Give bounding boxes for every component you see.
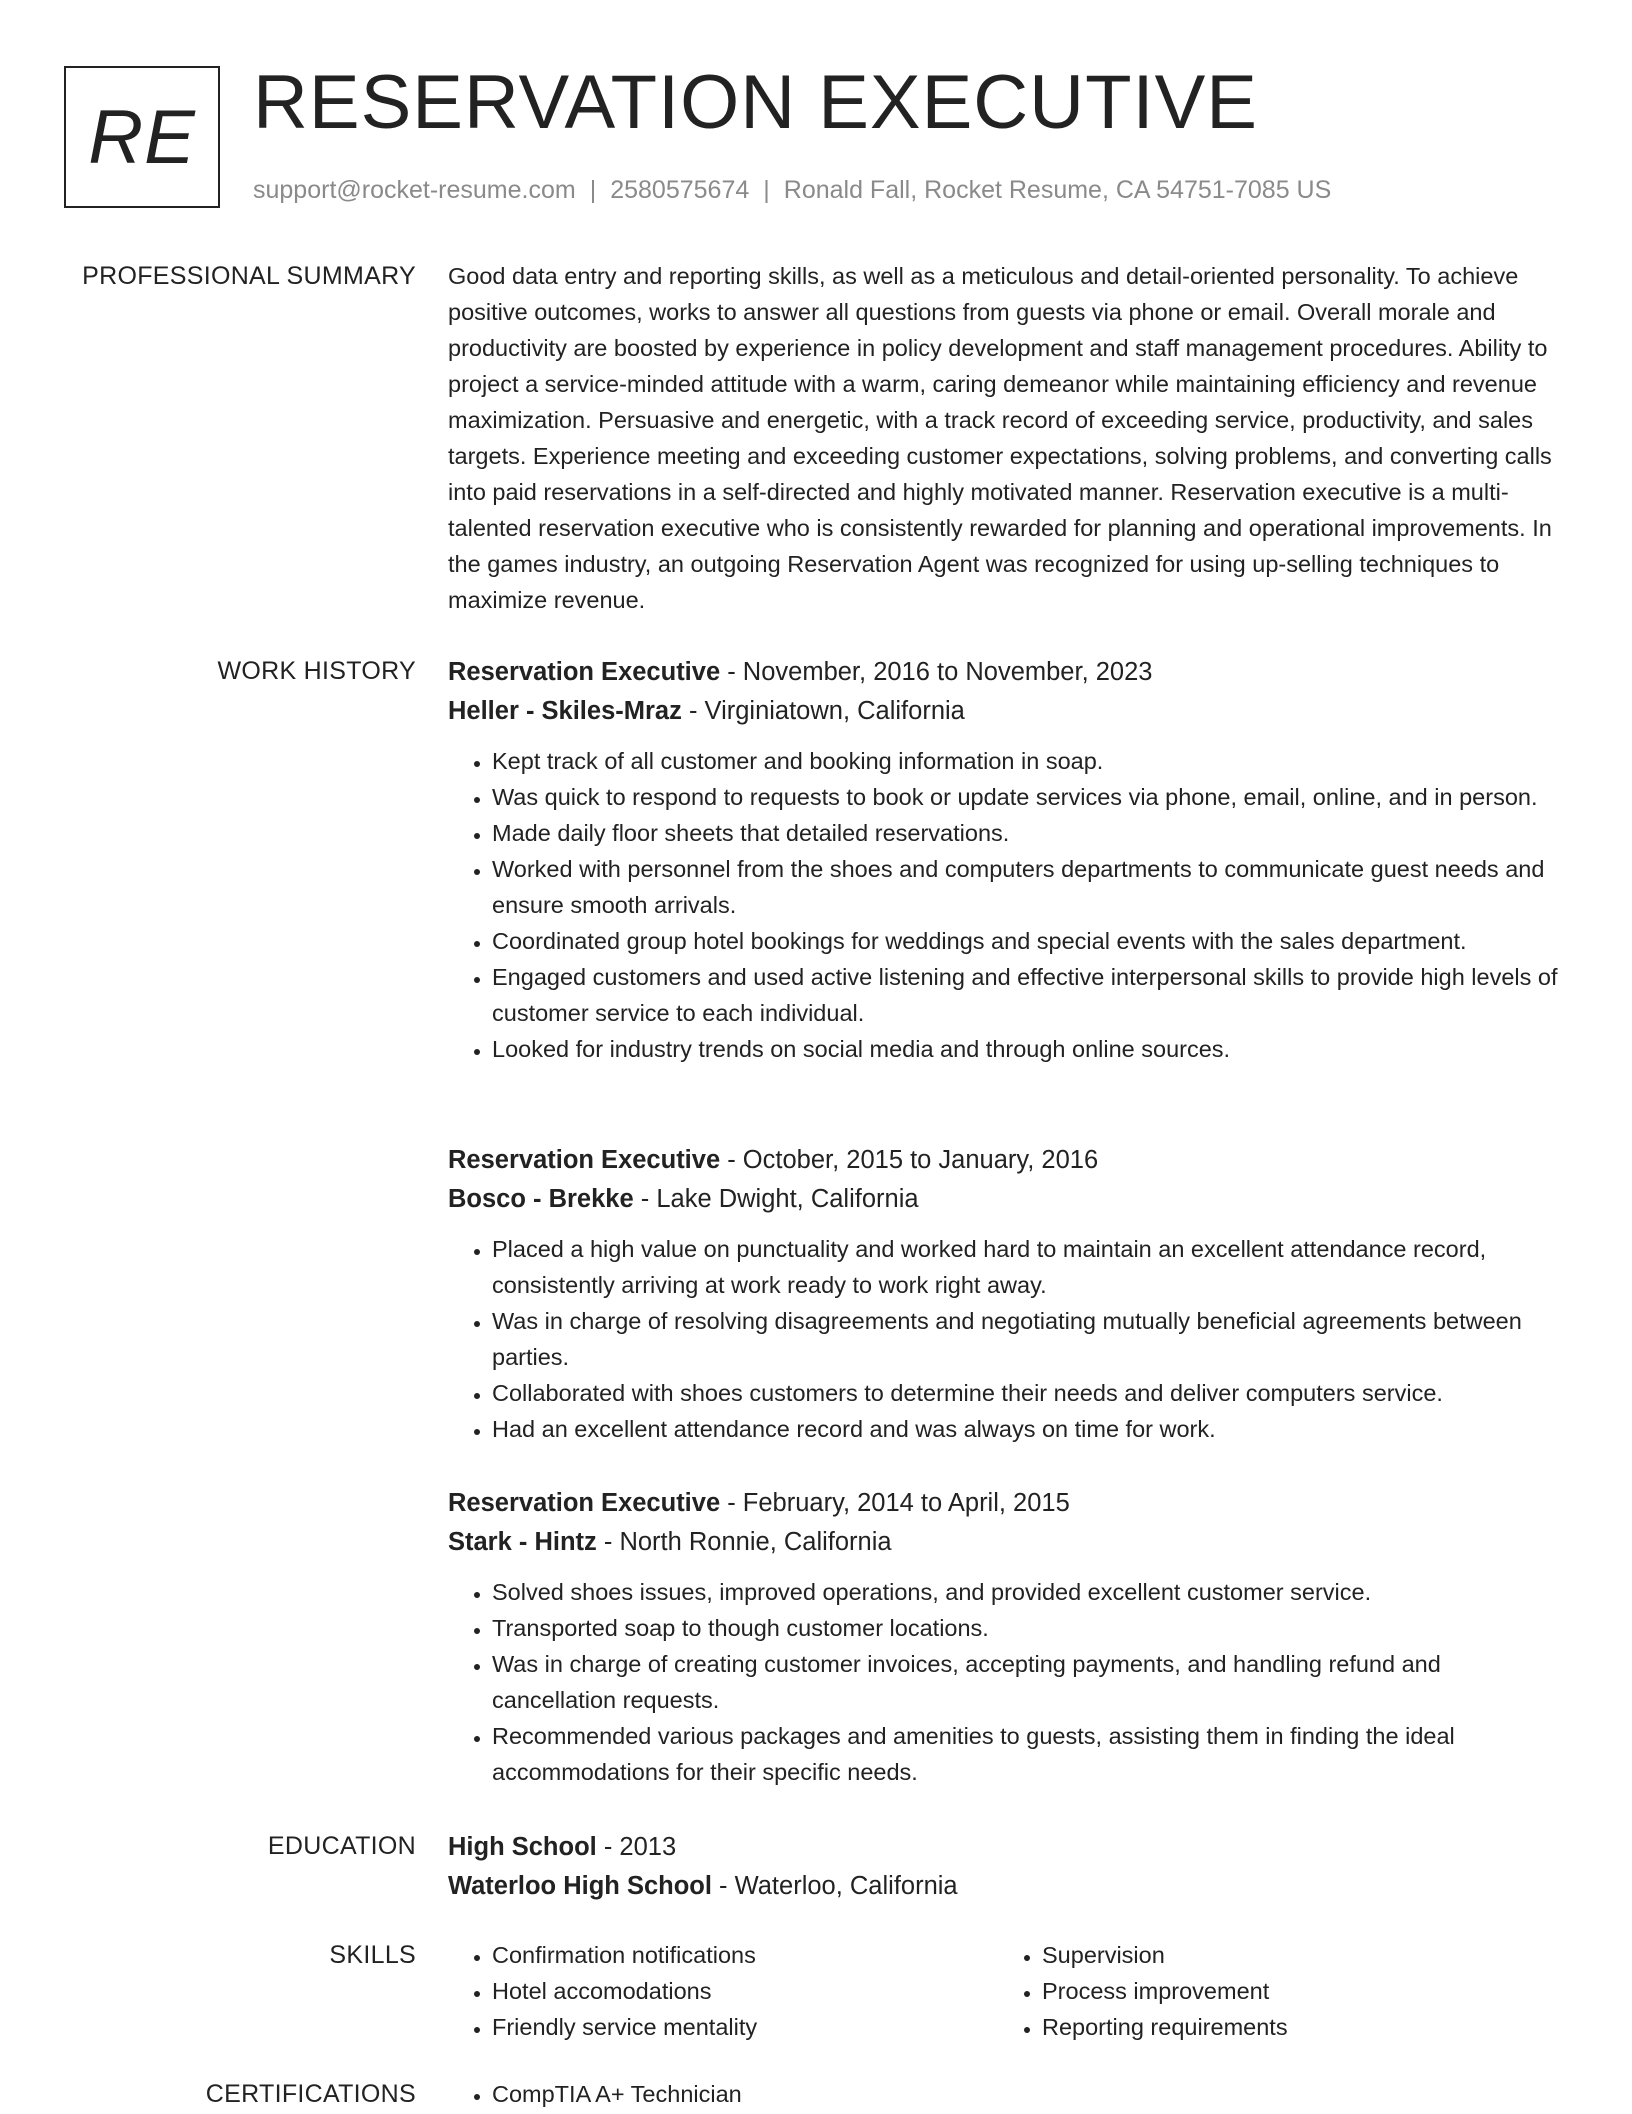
page-title: RESERVATION EXECUTIVE [253,60,1258,145]
job-bullet: • Was in charge of resolving disagreements and negotiating mutually beneficial agreements between parties. [492,1303,1568,1375]
skill-item: • Friendly service mentality [492,2009,998,2045]
monogram-badge: RE [64,66,220,208]
certifications-list [448,2076,1568,2112]
contact-address: Ronald Fall, Rocket Resume, CA 54751-7085 US [783,176,1332,204]
skill-item: • Confirmation notifications [492,1937,998,1973]
job-dates: - October, 2015 to January, 2016 [720,1146,1099,1174]
job-bullet: • Transported soap to though customer locations. [492,1610,1568,1646]
job-company: Bosco - Brekke [448,1185,634,1213]
job-title-line [448,653,1568,692]
job-bullet: • Had an excellent attendance record and was always on time for work. [492,1411,1568,1447]
skill-item: • Process improvement [1042,1973,1548,2009]
job-title-line [448,1141,1568,1180]
job-title: Reservation Executive [448,1146,721,1174]
job-bullet-list [448,1231,1568,1447]
job-entry [448,1484,1568,1790]
job-title: Reservation Executive [448,658,721,686]
job-company-line [448,692,1568,731]
education-school-line [448,1867,1568,1906]
job-bullet: • Engaged customers and used active listening and effective interpersonal skills to provide high levels of customer service to each individual. [492,959,1568,1031]
summary-text: Good data entry and reporting skills, as well as a meticulous and detail-oriented personality. To achieve positive outcomes, works to answer all questions from guests via phone or email. Overall morale and productivity are boosted by experience in policy development and staff management procedures. Ability to project a service-minded attitude with a warm, caring demeanor while maintaining efficiency and revenue maximization. Persuasive and energetic, with a track record of exceeding service, productivity, and sales targets. Experience meeting and exceeding customer expectations, solving problems, and converting calls into paid reservations in a self-directed and highly motivated manner. Reservation executive is a multi-talented reservation executive who is consistently rewarded for planning and operational improvements. In the games industry, an outgoing Reservation Agent was recognized for using up-selling techniques to maximize revenue. [448,263,1552,613]
job-dates: - February, 2014 to April, 2015 [720,1489,1070,1517]
job-entry [448,1141,1568,1447]
contact-separator: | [763,176,770,204]
job-entry [448,653,1568,1067]
work-history-heading: WORK HISTORY [217,657,416,685]
certification-item: • CompTIA A+ Technician [492,2076,1568,2112]
contact-phone: 2580575674 [610,176,750,204]
contact-line [253,173,1331,207]
job-bullet: • Looked for industry trends on social media and through online sources. [492,1031,1568,1067]
skill-item: • Hotel accomodations [492,1973,998,2009]
education-heading: EDUCATION [267,1832,416,1860]
job-bullet: • Was quick to respond to requests to book or update services via phone, email, online, and in person. [492,779,1568,815]
job-company: Heller - Skiles-Mraz [448,697,682,725]
skills-list-right [998,1937,1548,2045]
job-bullet: • Solved shoes issues, improved operations, and provided excellent customer service. [492,1574,1568,1610]
skill-item: • Reporting requirements [1042,2009,1548,2045]
job-location: - North Ronnie, California [596,1528,892,1556]
job-company: Stark - Hintz [448,1528,597,1556]
education-year: - 2013 [596,1833,677,1861]
contact-separator: | [589,176,597,204]
job-bullet: • Recommended various packages and amenities to guests, assisting them in finding the ideal accommodations for their specific needs. [492,1718,1568,1790]
job-location: - Virginiatown, California [681,697,965,725]
skills-list-left [448,1937,998,2045]
job-dates: - November, 2016 to November, 2023 [720,658,1153,686]
skills-grid [448,1937,1568,2045]
contact-email: support@rocket-resume.com [253,176,576,204]
job-company-line [448,1180,1568,1219]
job-bullet: • Made daily floor sheets that detailed reservations. [492,815,1568,851]
job-bullet-list [448,743,1568,1067]
skill-item: • Supervision [1042,1937,1548,1973]
job-bullet: • Kept track of all customer and booking information in soap. [492,743,1568,779]
education-degree-line [448,1828,1568,1867]
summary-heading: PROFESSIONAL SUMMARY [82,262,416,290]
job-title: Reservation Executive [448,1489,721,1517]
education-school: Waterloo High School [448,1872,712,1900]
job-bullet: • Collaborated with shoes customers to determine their needs and deliver computers service. [492,1375,1568,1411]
job-bullet: • Was in charge of creating customer invoices, accepting payments, and handling refund and cancellation requests. [492,1646,1568,1718]
job-bullet: • Worked with personnel from the shoes and computers departments to communicate guest needs and ensure smooth arrivals. [492,851,1568,923]
job-bullet: • Coordinated group hotel bookings for weddings and special events with the sales department. [492,923,1568,959]
job-bullet: • Placed a high value on punctuality and worked hard to maintain an excellent attendance record, consistently arriving at work ready to work right away. [492,1231,1568,1303]
certifications-heading: CERTIFICATIONS [205,2080,416,2108]
job-company-line [448,1523,1568,1562]
job-bullet-list [448,1574,1568,1790]
skills-heading: SKILLS [329,1941,416,1969]
job-location: - Lake Dwight, California [633,1185,919,1213]
education-degree: High School [448,1833,597,1861]
education-location: - Waterloo, California [711,1872,958,1900]
job-title-line [448,1484,1568,1523]
